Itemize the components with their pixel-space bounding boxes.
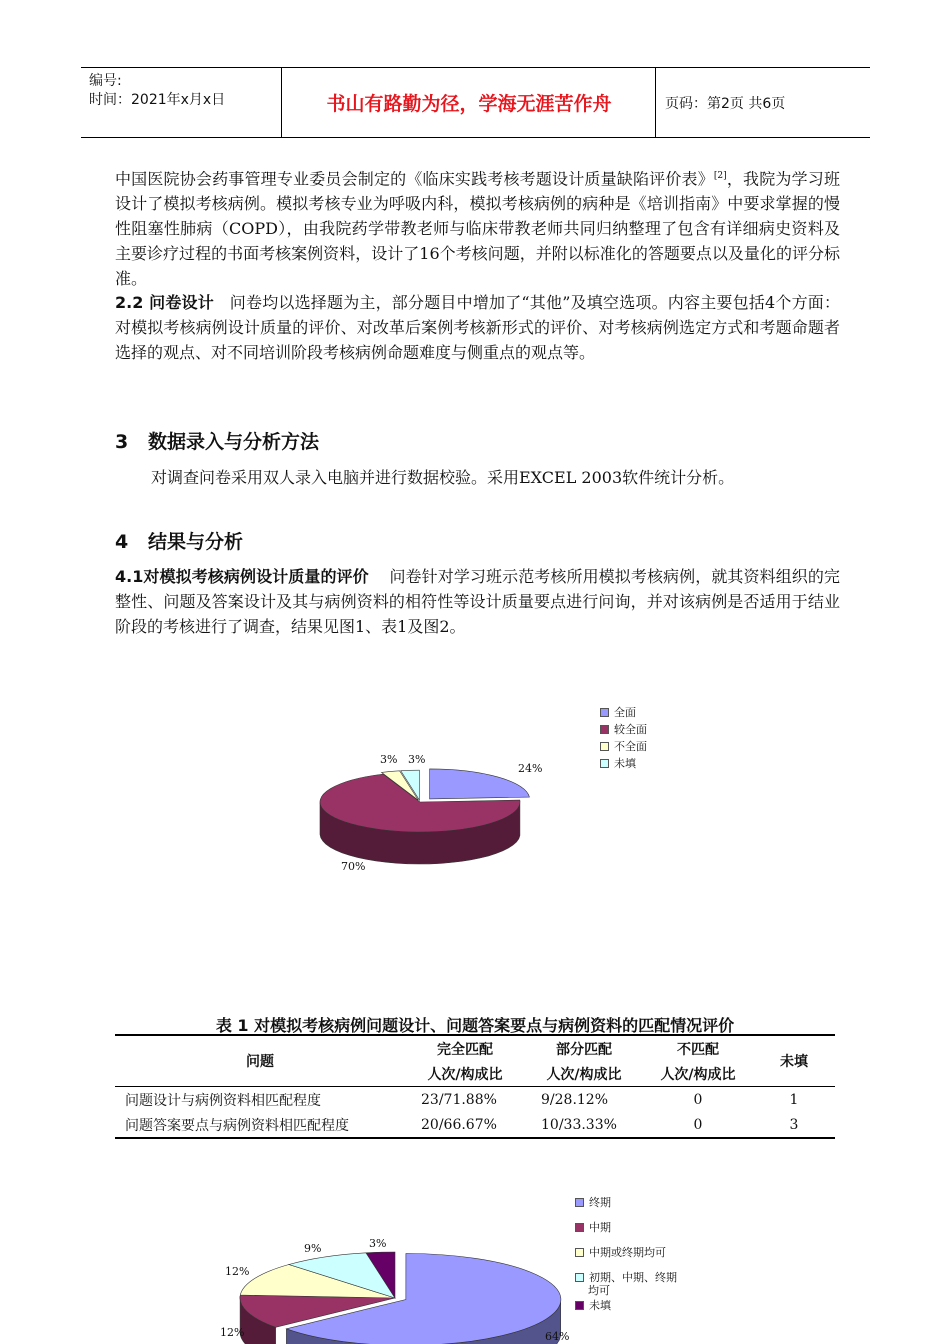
heading-3-number: 3 [115, 431, 129, 453]
col-header-full: 完全匹配 [437, 1041, 493, 1058]
heading-3 [115, 427, 319, 454]
legend-item: 中期 [575, 1215, 677, 1240]
col-header-unfilled: 未填 [753, 1035, 835, 1087]
legend-swatch [600, 742, 609, 751]
legend-item: 中期或终期均可 [575, 1240, 677, 1265]
chart2-label: 9% [304, 1242, 322, 1255]
chart1-label: 70% [341, 860, 366, 873]
chart1-legend [600, 704, 647, 772]
section-2-2-title: 2.2 问卷设计 [115, 293, 214, 312]
section-2-2-text: 问卷均以选择题为主，部分题目中增加了“其他”及填空选项。内容主要包括4个方面：对模拟考核病例设计质量的评价、对改革后案例考核新形式的评价、对考核病例选定方式和考题命题者选择的观点、对不同培训阶段考核病例命题难度与侧重点的观点等。 [115, 293, 840, 362]
col-subheader: 人次/构成比 [546, 1066, 622, 1083]
chart2-legend [575, 1190, 677, 1312]
table1 [115, 1034, 835, 1139]
header-meta [81, 68, 282, 137]
section-2-2 [115, 290, 840, 365]
chart2-label: 3% [369, 1237, 387, 1250]
chart1-label: 3% [408, 753, 426, 766]
header-page-info: 页码：第2页 共6页 [665, 95, 786, 112]
legend-swatch [575, 1301, 584, 1310]
chart1-label: 24% [518, 762, 543, 775]
legend-swatch [575, 1198, 584, 1207]
legend-swatch [575, 1248, 584, 1257]
legend-swatch [600, 708, 609, 717]
reference-mark: [2] [713, 171, 727, 181]
legend-item: 较全面 [600, 721, 647, 738]
chart2-label: 12% [220, 1326, 245, 1339]
heading-3-title: 数据录入与分析方法 [148, 431, 320, 453]
section-4-1-text: 问卷针对学习班示范考核所用模拟考核病例，就其资料组织的完整性、问题及答案设计及其与病例资料的相符性等设计质量要点进行问询，并对该病例是否适用于结业阶段的考核进行了调查，结果见图1、表1及图2。 [115, 567, 840, 636]
header-motto: 书山有路勤为径，学海无涯苦作舟 [283, 68, 656, 137]
chart2-label: 12% [225, 1265, 250, 1278]
document-number-label: 编号: [89, 73, 122, 89]
col-header-partial: 部分匹配 [556, 1041, 612, 1058]
pie-slice [430, 769, 530, 799]
legend-item: 终期 [575, 1190, 677, 1215]
section-3-text: 对调查问卷采用双人录入电脑并进行数据校验。采用EXCEL 2003软件统计分析。 [151, 468, 735, 487]
legend-item: 未填 [600, 755, 647, 772]
legend-item: 全面 [600, 704, 647, 721]
col-header-question: 问题 [115, 1035, 405, 1087]
col-subheader: 人次/构成比 [660, 1066, 736, 1083]
legend-item-wrap: 均可 [588, 1284, 610, 1297]
col-subheader: 人次/构成比 [427, 1066, 503, 1083]
legend-swatch [575, 1273, 584, 1282]
section-4-1 [115, 564, 840, 639]
col-header-none: 不匹配 [677, 1041, 719, 1058]
para1-text-b: ，我院为学习班设计了模拟考核病例。模拟考核专业为呼吸内科，模拟考核病例的病种是《培训指南》中要求掌握的慢性阻塞性肺病（COPD），由我院药学带教老师与临床带教老师共同归纳整理了包含有详细病史资料及主要诊疗过程的书面考核案例资料，设计了16个考核问题，并附以标准化的答题要点以及量化的评分标准。 [115, 169, 840, 289]
legend-swatch [600, 725, 609, 734]
table1-caption: 表 1 对模拟考核病例问题设计、问题答案要点与病例资料的匹配情况评价 [215, 1016, 735, 1035]
pie-chart-2 [230, 1240, 570, 1344]
chart1-label: 3% [380, 753, 398, 766]
document-date-label: 时间：2021年x月x日 [89, 92, 226, 108]
legend-swatch [575, 1223, 584, 1232]
heading-4-number: 4 [115, 531, 129, 553]
legend-swatch [600, 759, 609, 768]
heading-4-title: 结果与分析 [148, 531, 244, 553]
page-header [81, 67, 870, 138]
table-row: 问题设计与病例资料相匹配程度 23/71.88% 9/28.12% 0 1 [125, 1091, 799, 1109]
heading-4 [115, 527, 243, 554]
legend-item: 初期、中期、终期 [575, 1271, 677, 1284]
legend-item: 未填 [575, 1299, 677, 1312]
para1-text-a: 中国医院协会药事管理专业委员会制定的《临床实践考核考题设计质量缺陷评价表》 [115, 169, 714, 189]
table-row: 问题答案要点与病例资料相匹配程度 20/66.67% 10/33.33% 0 3 [115, 1112, 835, 1138]
intro-paragraph [115, 164, 840, 291]
chart2-label: 64% [545, 1330, 570, 1343]
section-4-1-title: 4.1对模拟考核病例设计质量的评价 [115, 567, 369, 586]
legend-item: 不全面 [600, 738, 647, 755]
